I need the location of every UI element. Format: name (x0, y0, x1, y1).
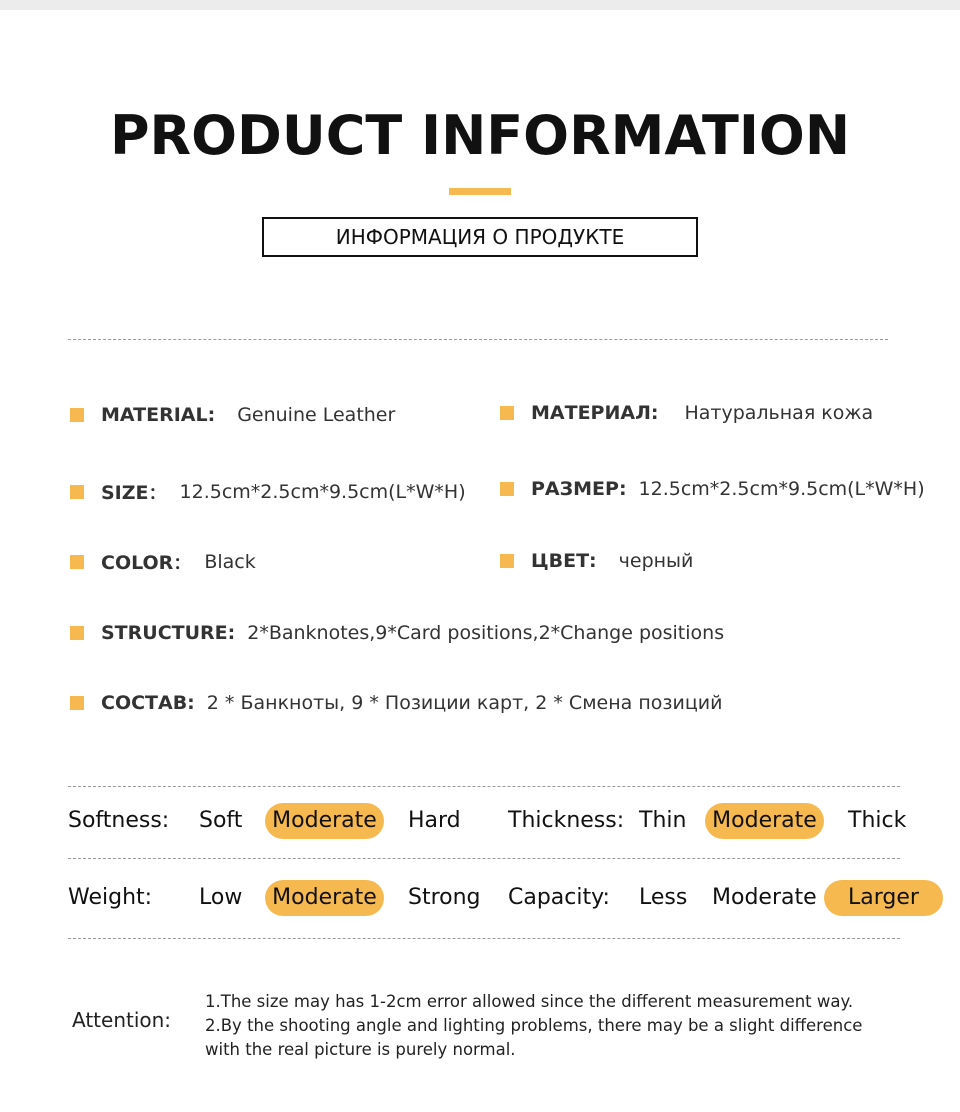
bullet-square-icon (70, 626, 84, 640)
scale-label-capacity: Capacity: (508, 885, 610, 910)
title-accent-bar (449, 188, 511, 195)
spec-label: COLOR： (101, 552, 193, 574)
spec-value: 12.5cm*2.5cm*9.5cm(L*W*H) (638, 478, 925, 500)
scale-option: Low (199, 885, 243, 910)
scale-label-softness: Softness: (68, 808, 170, 833)
scale-label-thickness: Thickness: (508, 808, 625, 833)
scale-option: Soft (199, 808, 243, 833)
attention-line: 2.By the shooting angle and lighting problems, there may be a slight difference (205, 1016, 863, 1035)
spec-value: 12.5cm*2.5cm*9.5cm(L*W*H) (179, 480, 466, 503)
spec-value: Genuine Leather (237, 404, 396, 426)
scale-row-softness-thickness (0, 803, 960, 843)
spec-material (70, 404, 395, 426)
divider (68, 858, 900, 859)
scale-option-selected: Moderate (705, 803, 824, 839)
bullet-square-icon (500, 406, 514, 420)
spec-color (70, 548, 256, 575)
spec-size (70, 478, 466, 505)
spec-material-ru (500, 402, 873, 424)
bullet-square-icon (70, 408, 84, 422)
divider (68, 339, 888, 340)
spec-label: РАЗМЕР: (531, 478, 627, 500)
scale-option: Hard (408, 808, 461, 833)
page-subtitle: ИНФОРМАЦИЯ О ПРОДУКТЕ (262, 217, 698, 257)
page-title: PRODUCT INFORMATION (109, 104, 851, 167)
attention-label: Attention: (72, 1008, 172, 1032)
scale-option: Thin (639, 808, 687, 833)
scale-label-weight: Weight: (68, 885, 153, 910)
scale-row-weight-capacity (0, 880, 960, 920)
bullet-square-icon (500, 554, 514, 568)
spec-value: 2 * Банкноты, 9 * Позиции карт, 2 * Смена позиций (206, 692, 723, 714)
spec-color-ru (500, 550, 693, 572)
spec-label: SIZE： (101, 482, 168, 504)
scale-option: Less (639, 885, 688, 910)
scale-option: Thick (848, 808, 907, 833)
spec-structure (70, 622, 724, 644)
spec-label: MATERIAL: (101, 404, 216, 426)
bullet-square-icon (500, 482, 514, 496)
spec-value: 2*Banknotes,9*Card positions,2*Change positions (247, 622, 725, 644)
spec-structure-ru (70, 692, 722, 714)
scale-option: Strong (408, 885, 481, 910)
top-band (0, 0, 960, 10)
spec-value: Black (204, 550, 256, 573)
spec-value: черный (618, 550, 694, 572)
spec-label: СОСТАВ: (101, 692, 195, 714)
spec-label: МАТЕРИАЛ: (531, 402, 659, 424)
attention-line: 1.The size may has 1-2cm error allowed since the different measurement way. (205, 992, 854, 1011)
divider (68, 786, 900, 787)
spec-label: ЦВЕТ: (531, 550, 597, 572)
scale-option-selected: Moderate (265, 803, 384, 839)
bullet-square-icon (70, 696, 84, 710)
scale-option-selected: Larger (824, 880, 943, 916)
bullet-square-icon (70, 485, 84, 499)
divider (68, 938, 900, 939)
spec-size-ru (500, 478, 925, 500)
attention-notes (205, 990, 862, 1062)
spec-label: STRUCTURE: (101, 622, 236, 644)
scale-option-selected: Moderate (265, 880, 384, 916)
scale-option: Moderate (712, 885, 817, 910)
attention-line: with the real picture is purely normal. (205, 1040, 516, 1059)
spec-value: Натуральная кожа (684, 402, 874, 424)
bullet-square-icon (70, 555, 84, 569)
